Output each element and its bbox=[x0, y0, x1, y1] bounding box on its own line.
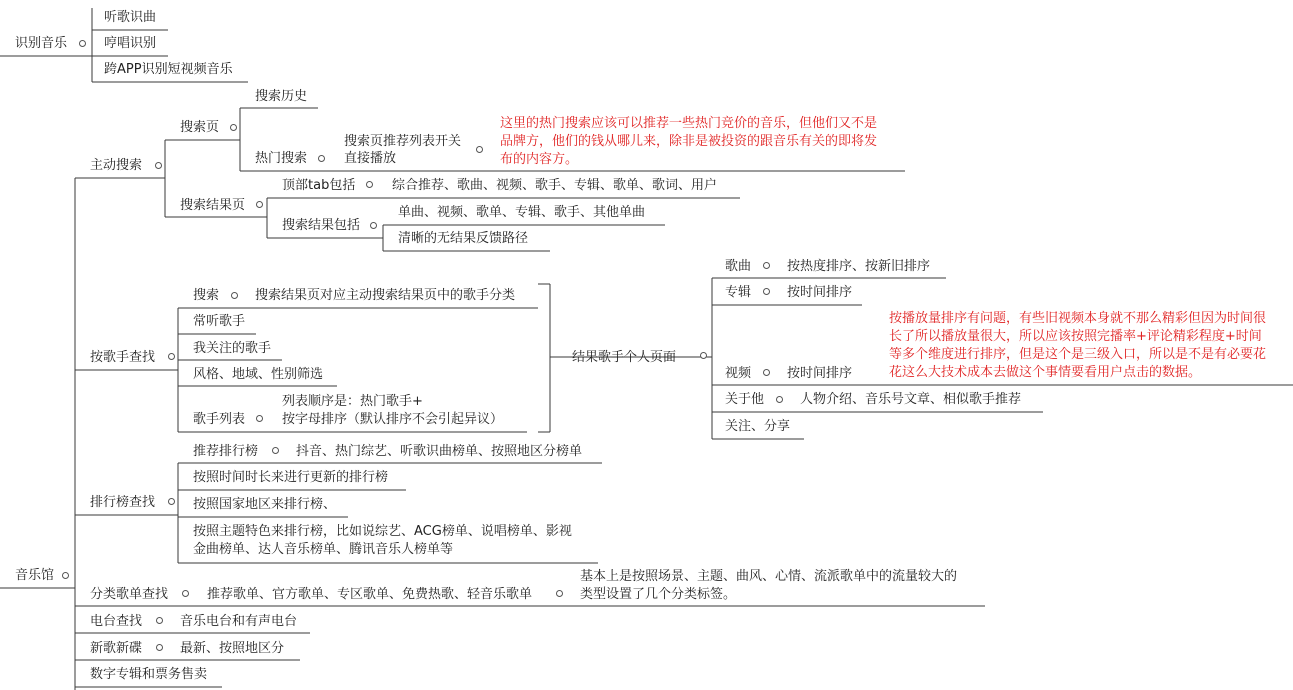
node-followed-singers[interactable]: 我关注的歌手 bbox=[193, 341, 272, 356]
node-chart-by-theme-2[interactable]: 金曲榜单、达人音乐榜单、腾讯音乐人榜单等 bbox=[193, 542, 454, 557]
note-video-line4: 花这么大技术成本去做这个事情要看用户点击的数据。 bbox=[889, 365, 1202, 380]
connector-circle[interactable] bbox=[256, 201, 263, 208]
node-by-category[interactable]: 分类歌单查找 bbox=[90, 587, 169, 602]
connector-circle[interactable] bbox=[168, 498, 175, 505]
node-category-items[interactable]: 推荐歌单、官方歌单、专区歌单、免费热歌、轻音乐歌单 bbox=[207, 587, 533, 602]
connector-circle[interactable] bbox=[272, 447, 279, 454]
note-video-line3: 等多个维度进行排序，但是这个是三级入口，所以是不是有必要花 bbox=[889, 347, 1267, 362]
connector-circle[interactable] bbox=[155, 162, 162, 169]
node-singer-search[interactable]: 搜索 bbox=[193, 288, 220, 303]
node-list-order-2[interactable]: 按字母排序（默认排序不会引起异议） bbox=[282, 412, 504, 427]
node-songs-sort[interactable]: 按热度排序、按新旧排序 bbox=[787, 259, 931, 274]
node-category-desc-2[interactable]: 类型设置了几个分类标签。 bbox=[580, 587, 737, 602]
connector-circle[interactable] bbox=[776, 396, 783, 403]
node-singer-list[interactable]: 歌手列表 bbox=[193, 412, 246, 427]
connector-circle[interactable] bbox=[168, 353, 175, 360]
node-result-page[interactable]: 搜索结果页 bbox=[180, 198, 246, 213]
node-active-search[interactable]: 主动搜索 bbox=[90, 158, 143, 173]
node-top-tab-items[interactable]: 综合推荐、歌曲、视频、歌手、专辑、歌单、歌词、用户 bbox=[392, 178, 718, 193]
node-category-desc-1[interactable]: 基本上是按照场景、主题、曲风、心情、流派歌单中的流量较大的 bbox=[580, 569, 958, 584]
connector-circle[interactable] bbox=[256, 415, 263, 422]
node-follow-share[interactable]: 关注、分享 bbox=[725, 419, 791, 434]
node-new-album-items[interactable]: 最新、按照地区分 bbox=[180, 641, 285, 656]
node-radio-items[interactable]: 音乐电台和有声电台 bbox=[180, 614, 298, 629]
node-search-page[interactable]: 搜索页 bbox=[180, 120, 220, 135]
connector-circle[interactable] bbox=[230, 124, 237, 131]
node-about-items[interactable]: 人物介绍、音乐号文章、相似歌手推荐 bbox=[800, 392, 1022, 407]
connector-circle[interactable] bbox=[763, 288, 770, 295]
node-top-tab[interactable]: 顶部tab包括 bbox=[282, 178, 356, 193]
node-frequent-singers[interactable]: 常听歌手 bbox=[193, 314, 246, 329]
connector-circle[interactable] bbox=[763, 369, 770, 376]
note-hot-search-line1: 这里的热门搜索应该可以推荐一些热门竞价的音乐，但他们又不是 bbox=[500, 116, 878, 131]
node-digital-album[interactable]: 数字专辑和票务售卖 bbox=[90, 667, 208, 682]
node-album[interactable]: 专辑 bbox=[725, 285, 752, 300]
node-by-singer[interactable]: 按歌手查找 bbox=[90, 350, 156, 365]
node-singer-page[interactable]: 结果歌手个人页面 bbox=[572, 350, 677, 365]
node-chart-by-country[interactable]: 按照国家地区来排行榜、 bbox=[193, 497, 337, 512]
node-list-order-1[interactable]: 列表顺序是：热门歌手+ bbox=[282, 394, 423, 409]
node-video[interactable]: 视频 bbox=[725, 366, 752, 381]
connector-circle[interactable] bbox=[366, 181, 373, 188]
connector-circle[interactable] bbox=[79, 40, 86, 47]
node-hot-search[interactable]: 热门搜索 bbox=[255, 151, 308, 166]
note-hot-search-line2: 品牌方，他们的钱从哪儿来，除非是被投资的跟音乐有关的即将发 bbox=[500, 134, 878, 149]
node-video-sort[interactable]: 按时间排序 bbox=[787, 366, 853, 381]
node-results-items[interactable]: 单曲、视频、歌单、专辑、歌手、其他单曲 bbox=[398, 205, 646, 220]
note-video-line1: 按播放量排序有问题，有些旧视频本身就不那么精彩但因为时间很 bbox=[889, 311, 1267, 326]
node-rec-list-switch[interactable]: 搜索页推荐列表开关 bbox=[344, 134, 462, 149]
connector-circle[interactable] bbox=[156, 617, 163, 624]
node-about[interactable]: 关于他 bbox=[725, 392, 765, 407]
connector-circle[interactable] bbox=[556, 590, 563, 597]
connector-circle[interactable] bbox=[763, 262, 770, 269]
node-singer-search-desc[interactable]: 搜索结果页对应主动搜索结果页中的歌手分类 bbox=[255, 288, 516, 303]
node-hum-recognize[interactable]: 哼唱识别 bbox=[104, 36, 157, 51]
connector-circle[interactable] bbox=[476, 146, 483, 153]
note-hot-search-line3: 布的内容方。 bbox=[500, 152, 579, 167]
node-by-chart[interactable]: 排行榜查找 bbox=[90, 495, 156, 510]
node-cross-app[interactable]: 跨APP识别短视频音乐 bbox=[104, 62, 233, 77]
node-new-album[interactable]: 新歌新碟 bbox=[90, 641, 143, 656]
node-listen-recognize[interactable]: 听歌识曲 bbox=[104, 10, 157, 25]
connector-circle[interactable] bbox=[370, 222, 377, 229]
connector-circle[interactable] bbox=[156, 644, 163, 651]
connector-circle[interactable] bbox=[231, 292, 238, 299]
connector-circle[interactable] bbox=[700, 352, 707, 359]
connector-circle[interactable] bbox=[182, 590, 189, 597]
connector-circle[interactable] bbox=[318, 155, 325, 162]
node-radio[interactable]: 电台查找 bbox=[90, 614, 143, 629]
node-results-include[interactable]: 搜索结果包括 bbox=[282, 218, 361, 233]
node-search-history[interactable]: 搜索历史 bbox=[255, 89, 308, 104]
node-music-hall[interactable]: 音乐馆 bbox=[15, 568, 55, 583]
connector-circle[interactable] bbox=[62, 572, 69, 579]
node-rec-chart-items[interactable]: 抖音、热门综艺、听歌识曲榜单、按照地区分榜单 bbox=[296, 444, 583, 459]
node-chart-by-theme-1[interactable]: 按照主题特色来排行榜，比如说综艺、ACG榜单、说唱榜单、影视 bbox=[193, 524, 572, 539]
node-album-sort[interactable]: 按时间排序 bbox=[787, 285, 853, 300]
node-recognize-music[interactable]: 识别音乐 bbox=[15, 36, 68, 51]
node-singer-filter[interactable]: 风格、地域、性别筛选 bbox=[193, 367, 324, 382]
node-songs[interactable]: 歌曲 bbox=[725, 259, 752, 274]
node-rec-chart[interactable]: 推荐排行榜 bbox=[193, 444, 259, 459]
note-video-line2: 长了所以播放量很大，所以应该按照完播率+评论精彩程度+时间 bbox=[889, 329, 1262, 344]
node-no-result-feedback[interactable]: 清晰的无结果反馈路径 bbox=[398, 231, 529, 246]
node-chart-by-time[interactable]: 按照时间时长来进行更新的排行榜 bbox=[193, 470, 389, 485]
node-direct-play[interactable]: 直接播放 bbox=[344, 151, 397, 166]
